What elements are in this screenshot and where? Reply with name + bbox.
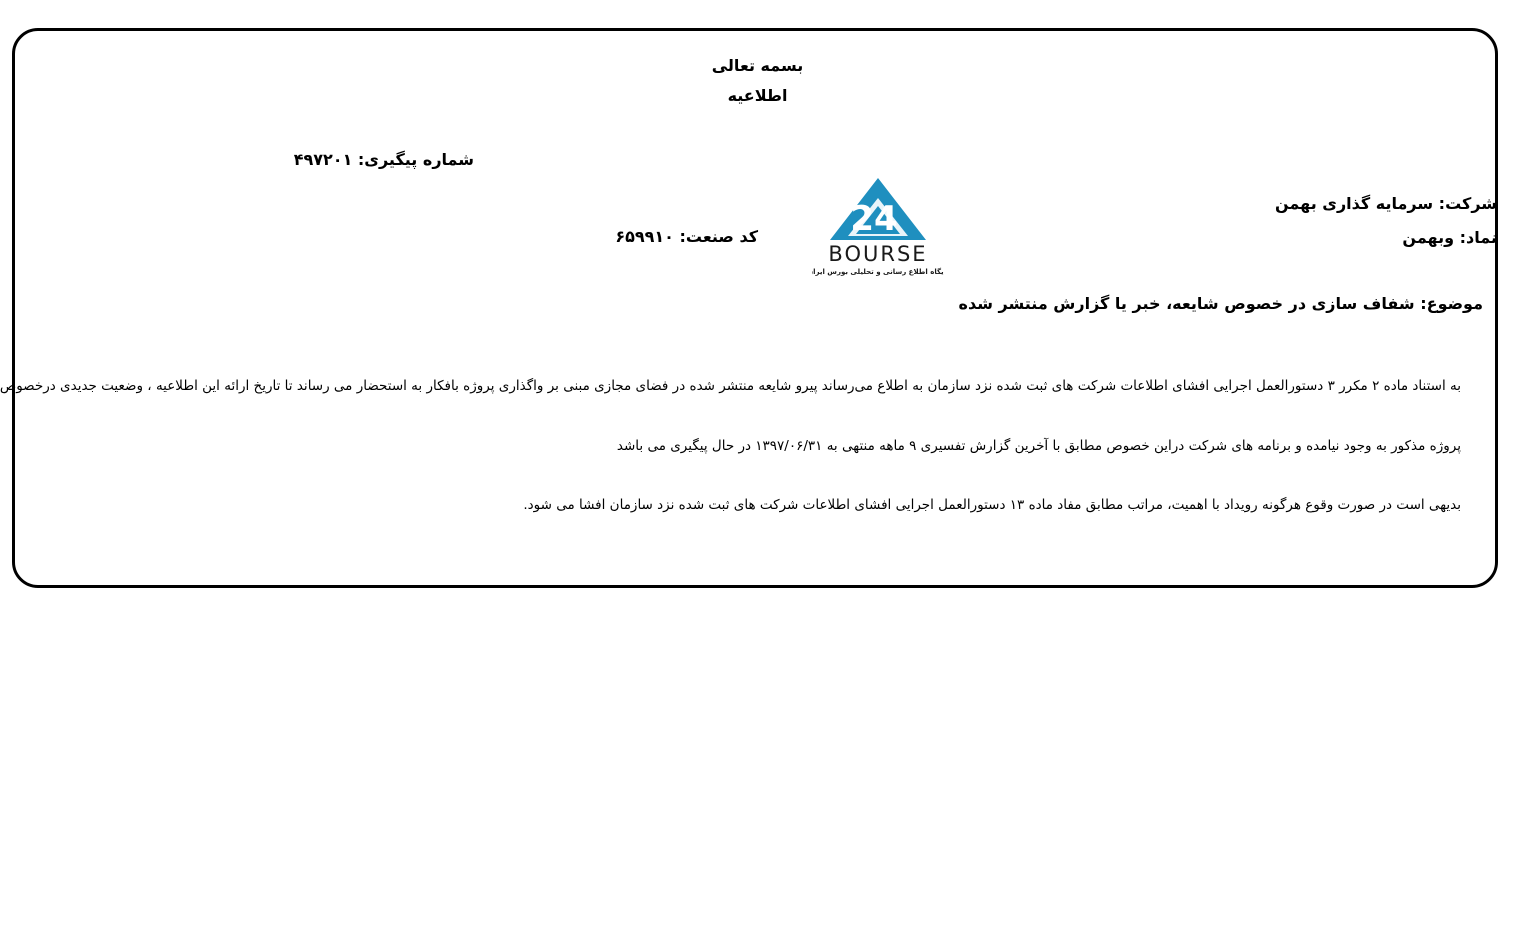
tracking-number [293,150,474,169]
invocation-heading: بسمه تعالی [711,56,804,75]
subject-field [959,294,1483,313]
bourse24-logo-graphic [812,158,944,282]
body-line-3: بدیهی است در صورت وقوع هرگونه رویداد با اهمیت، مراتب مطابق مفاد ماده ۱۳ دستورالعمل اجرایی افشای اطلاعات شرکت های ثبت شده نزد سازمان افشا می شود. [523,497,1461,513]
company-field [1275,194,1497,213]
logo-numeral: 24 [850,199,898,239]
tracking-number-label: شماره پیگیری: [357,150,474,169]
tracking-number-value: ۴۹۷۲۰۱ [293,150,353,169]
industry-code-field [616,227,758,246]
bourse24-logo [812,158,944,282]
logo-wordmark: BOURSE [828,242,928,266]
subject-label: موضوع: [1420,294,1483,313]
industry-code-label: کد صنعت: [679,227,758,246]
company-value: سرمایه گذاری بهمن [1275,194,1434,213]
symbol-field [1402,228,1497,247]
body-line-1: به استناد ماده ۲ مکرر ۳ دستورالعمل اجرایی افشای اطلاعات شرکت های ثبت شده نزد سازمان به اطلاع می‌رساند پیرو شایعه منتشر شده در فضای مجازی مبنی بر واگذاری پروژه بافکار به استحضار می رساند تا تاریخ ارائه این اطلاعیه ، وضعیت جدیدی درخصوص [0,378,1461,394]
industry-code-value: ۶۵۹۹۱۰ [615,227,674,246]
document-type-heading: اطلاعیه [727,86,788,105]
body-line-2: پروژه مذکور به وجود نیامده و برنامه های شرکت دراین خصوص مطابق با آخرین گزارش تفسیری ۹ ماهه منتهی به ۱۳۹۷/۰۶/۳۱ در حال پیگیری می باشد [616,438,1461,454]
subject-value: شفاف سازی در خصوص شایعه، خبر یا گزارش منتشر شده [958,294,1415,313]
symbol-label: نماد: [1459,228,1497,247]
company-label: شرکت: [1438,194,1497,213]
symbol-value: وبهمن [1402,228,1455,247]
logo-caption: پایگاه اطلاع رسانی و تحلیلی بورس ایران [812,268,944,276]
